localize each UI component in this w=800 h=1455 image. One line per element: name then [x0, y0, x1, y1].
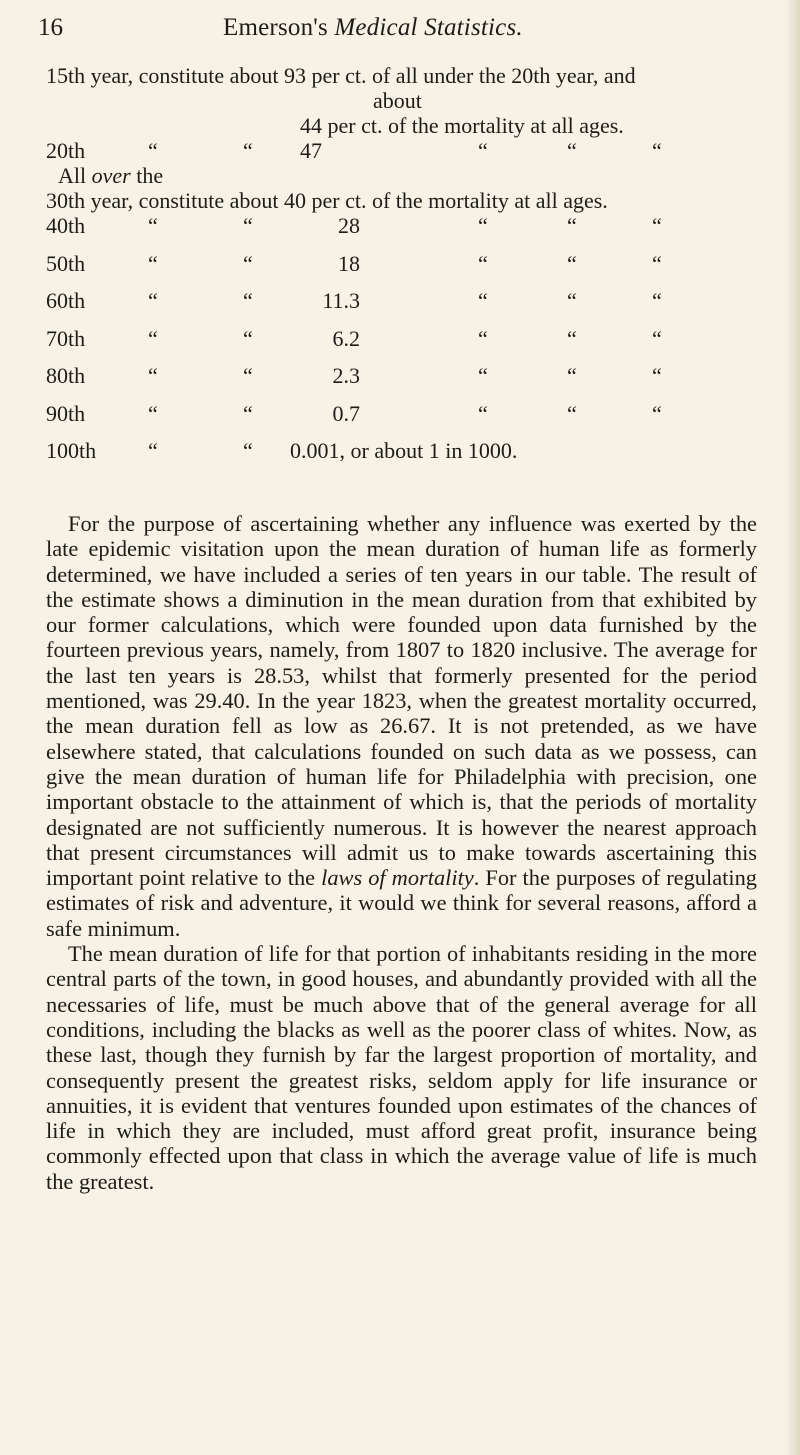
paragraph-text: For the purpose of ascertaining whether any influence was exerted by the late epidemic visitation upon the mean duration of human life as formerly determined, we have included a series of ten years in our table. The result of the estimate shows a diminution in the mean duration from that exhibited by our former calculations, which were founded upon data furnished by the fourteen previous years, namely, from 1807 to 1820 inclusive. The average for the last ten years is 28.53, whilst that formerly presented for the period mentioned, was 29.40. In the year 1823, when the greatest mortality occurred, the mean duration fell as low as 26.67. It is not pretended, as we have elsewhere stated, that calculations founded on such data as we possess, can give the mean duration of human life for Philadelphia with precision, one important obstacle to the attainment of which is, that the periods of mortality designated are not sufficiently numerous. It is however the nearest approach that present circumstances will admit us to make towards ascertaining this important point relative to the [46, 511, 757, 891]
table-line-44: 44 per ct. of the mortality at all ages. [300, 113, 624, 138]
table-line-all-over [58, 163, 163, 189]
age-label: 80th [46, 363, 86, 388]
ditto-mark: “ [148, 401, 158, 426]
percent-value: 28 [338, 213, 360, 238]
ditto-mark: “ [148, 138, 158, 163]
ditto-mark: “ [243, 213, 253, 238]
all-over-suffix: the [130, 163, 164, 188]
paragraph [46, 511, 757, 941]
ditto-mark: “ [478, 138, 488, 163]
age-label: 20th [46, 138, 86, 163]
ditto-mark: “ [243, 401, 253, 426]
all-over-italic: over [91, 163, 131, 188]
table-line-30th: 30th year, constitute about 40 per ct. of the mortality at all ages. [46, 188, 608, 213]
page-edge-shadow [786, 0, 800, 1455]
ditto-mark: “ [652, 288, 662, 313]
ditto-mark: “ [243, 326, 253, 351]
ditto-mark: “ [567, 326, 577, 351]
ditto-mark: “ [148, 251, 158, 276]
ditto-mark: “ [148, 213, 158, 238]
ditto-mark: “ [478, 401, 488, 426]
ditto-mark: “ [243, 138, 253, 163]
percent-value: 18 [338, 251, 360, 276]
ditto-mark: “ [567, 213, 577, 238]
table-line-about: about [373, 88, 422, 113]
running-title-author: Emerson's [223, 14, 335, 41]
percent-value: 0.001, or about 1 in 1000. [290, 438, 518, 463]
age-label: 40th [46, 213, 86, 238]
ditto-mark: “ [243, 363, 253, 388]
ditto-mark: “ [652, 213, 662, 238]
age-label: 50th [46, 251, 86, 276]
table-line-15th: 15th year, constitute about 93 per ct. of all under the 20th year, and [46, 63, 636, 88]
ditto-mark: “ [148, 326, 158, 351]
age-label: 70th [46, 326, 86, 351]
percent-value: 47 [300, 138, 322, 163]
body-text [46, 511, 757, 1194]
ditto-mark: “ [478, 326, 488, 351]
ditto-mark: “ [652, 363, 662, 388]
paragraph [46, 941, 757, 1194]
ditto-mark: “ [567, 288, 577, 313]
ditto-mark: “ [652, 401, 662, 426]
ditto-mark: “ [243, 288, 253, 313]
running-header [38, 14, 770, 48]
percent-value: 11.3 [322, 288, 360, 313]
percent-value: 6.2 [332, 326, 360, 351]
age-label: 60th [46, 288, 86, 313]
page-number: 16 [38, 14, 63, 41]
percent-value: 2.3 [332, 363, 360, 388]
ditto-mark: “ [652, 138, 662, 163]
paragraph-text: The mean duration of life for that portion of inhabitants residing in the more central parts of the town, in good houses, and abundantly provided with all the necessaries of life, must be much above that of the general average for all conditions, including the blacks as well as the poorer class of whites. Now, as these last, though they furnish by far the largest proportion of mortality, and consequently present the greatest risks, seldom apply for life insurance or annuities, it is evident that ventures founded upon estimates of the chances of life in which they are included, must afford great profit, insurance being commonly effected upon that class in which the average value of life is much the greatest. [46, 941, 757, 1194]
ditto-mark: “ [567, 401, 577, 426]
ditto-mark: “ [652, 326, 662, 351]
running-title [223, 14, 523, 42]
ditto-mark: “ [478, 213, 488, 238]
ditto-mark: “ [478, 251, 488, 276]
ditto-mark: “ [567, 363, 577, 388]
ditto-mark: “ [478, 363, 488, 388]
ditto-mark: “ [567, 251, 577, 276]
age-label: 90th [46, 401, 86, 426]
age-label: 100th [46, 438, 97, 463]
ditto-mark: “ [567, 138, 577, 163]
running-title-book: Medical Statistics. [334, 14, 523, 41]
ditto-mark: “ [478, 288, 488, 313]
ditto-mark: “ [243, 251, 253, 276]
ditto-mark: “ [148, 438, 158, 463]
ditto-mark: “ [148, 363, 158, 388]
paragraph-text-end: . For the purposes of regulating estimates of risk and adventure, it would we think for several reasons, afford a safe minimum. [46, 865, 757, 941]
all-over-prefix: All [58, 163, 92, 188]
ditto-mark: “ [243, 438, 253, 463]
percent-value: 0.7 [332, 401, 360, 426]
italic-phrase: laws of mortality [321, 865, 474, 891]
ditto-mark: “ [652, 251, 662, 276]
ditto-mark: “ [148, 288, 158, 313]
